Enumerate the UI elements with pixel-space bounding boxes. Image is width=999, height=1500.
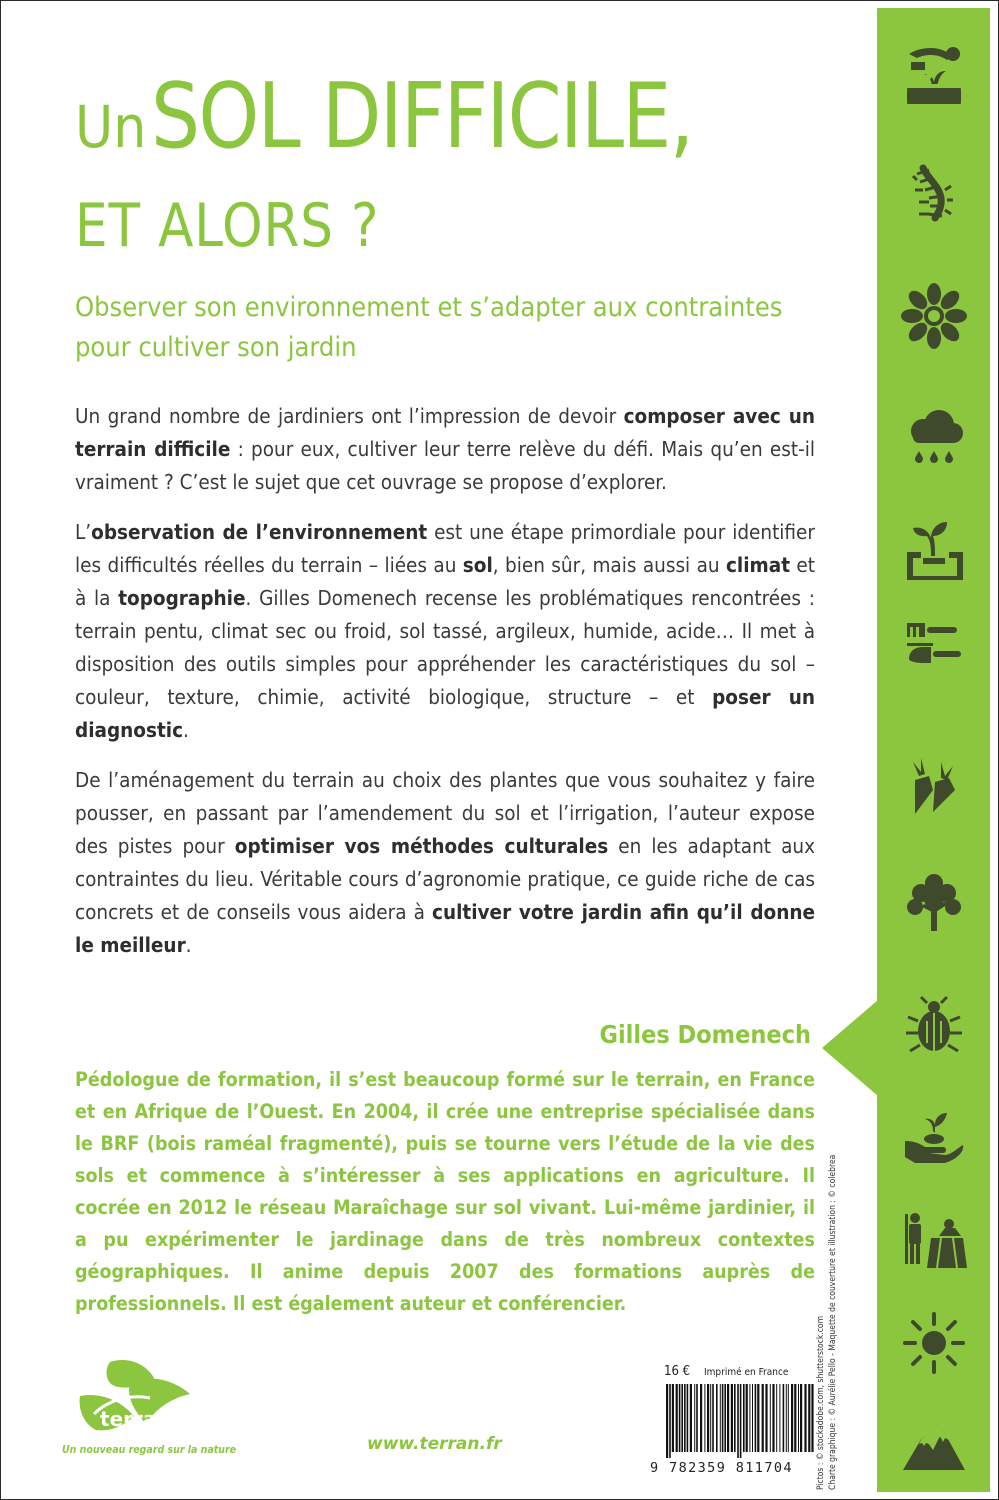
author-name: Gilles Domenech — [599, 1020, 811, 1049]
isbn-number: 9 782359 811704 — [650, 1460, 793, 1476]
tree-icon — [901, 869, 967, 935]
title-line2: ET ALORS ? — [75, 191, 380, 261]
subtitle: Observer son environnement et s’adapter aux contraintes pour cultiver son jardin — [75, 292, 783, 363]
barcode — [664, 1384, 814, 1458]
sun-icon — [901, 1310, 967, 1376]
credits-line-1: Pictos : © stockadobe.com, shutterstock.com — [816, 1315, 826, 1490]
hand-sprout-icon — [901, 42, 967, 108]
description-paragraph-1: Un grand nombre de jardiniers ont l’impression de devoir composer avec un terrain difficile : pour eux, cultiver leur terre relève du défi. Mais qu’en est-il vraiment ? C’est le sujet que cet ouvrage se propose d’explorer. — [75, 404, 815, 494]
garden-tools-icon — [901, 615, 967, 681]
mountain-icon — [901, 1412, 967, 1478]
centipede-icon — [901, 160, 967, 226]
rain-cloud-icon — [901, 405, 967, 471]
author-bio: Pédologue de formation, il s’est beaucoup formé sur le terrain, en France et en Afrique de l’Ouest. En 2004, il crée une entreprise spécialisée dans le BRF (bois raméal fragmenté), puis se tourne vers l’étude de la vie des sols et commence à s’intéresser à ses applications en agriculture. Il cocrée en 2012 le réseau Maraîchage sur sol vivant. Lui-même jardinier, il a pu expérimenter le jardinage dans de très nombreux contextes géographiques. Il anime depuis 2007 des formations auprès de professionnels. Il est également auteur et conférencier. — [75, 1068, 815, 1315]
publisher-website: www.terran.fr — [367, 1434, 502, 1454]
description — [75, 400, 815, 979]
hand-seedling-icon — [901, 1101, 967, 1167]
title-prefix: Un — [75, 93, 147, 161]
title-main: SOL DIFFICILE, — [151, 64, 693, 169]
publisher-logo — [70, 1352, 200, 1442]
flower-icon — [901, 283, 967, 349]
description-paragraph-2: L’observation de l’environnement est une étape primordiale pour identifier les difficultés réelles du terrain – liées au sol, bien sûr, mais aussi au climat et à la topographie. Gilles Domenech recense les problématiques rencontrées : terrain pentu, climat sec ou froid, sol tassé, argileux, humide, acide… Il met à disposition des outils simples pour appréhender les caractéristiques du sol – couleur, texture, chimie, activité biologique, structure – et poser un diagnostic. — [75, 520, 816, 742]
publisher-tagline: Un nouveau regard sur la nature — [62, 1444, 237, 1456]
logo-wordmark: terran — [100, 1407, 171, 1431]
price: 16 € — [664, 1364, 691, 1379]
farmer-field-icon — [901, 1208, 967, 1274]
photo-credits — [815, 1154, 839, 1490]
carrots-icon — [901, 752, 967, 818]
book-title — [75, 64, 781, 169]
credits-line-2: Charte graphique : © Aurélie Pello - Maquette de couverture et illustration : © colebrea — [828, 1154, 838, 1490]
sidebar-notch — [822, 1000, 878, 1096]
seedling-soil-icon — [901, 516, 967, 582]
beetle-icon — [901, 993, 967, 1059]
description-paragraph-3: De l’aménagement du terrain au choix des plantes que vous souhaitez y faire pousser, en passant par l’amendement du sol et l’irrigation, l’auteur expose des pistes pour optimiser vos méthodes culturales en les adaptant aux contraintes du lieu. Véritable cours d’agronomie pratique, ce guide riche de cas concrets et de conseils vous aidera à cultiver votre jardin afin qu’il donne le meilleur. — [75, 768, 815, 957]
printed-in: Imprimé en France — [704, 1367, 789, 1378]
